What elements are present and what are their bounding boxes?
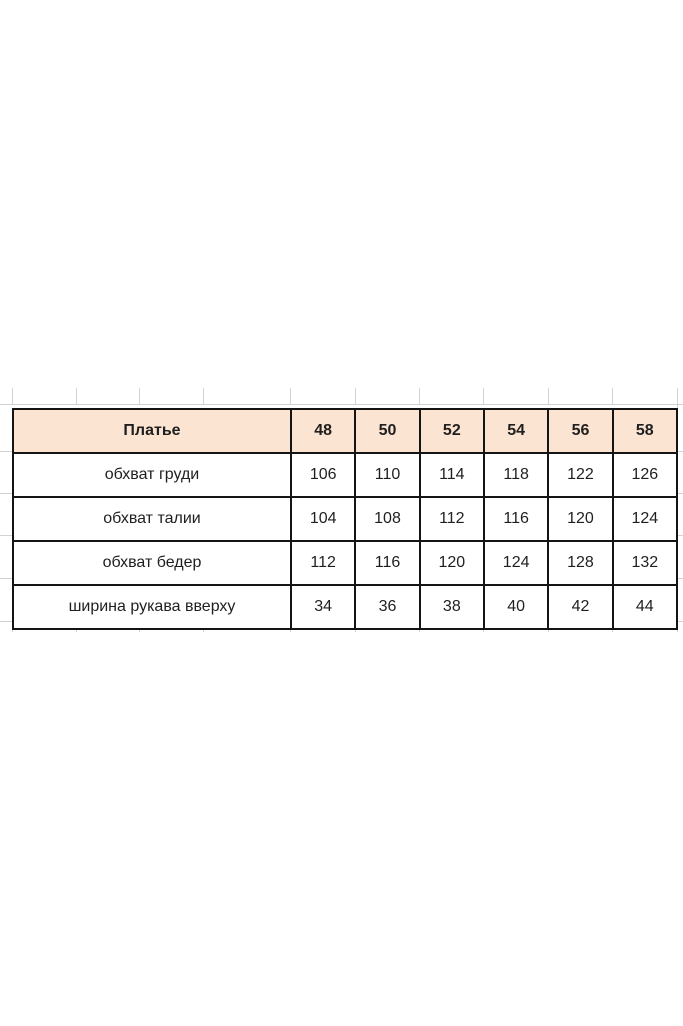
table-row [13, 585, 677, 629]
header-size-cell: 54 [484, 409, 548, 453]
header-size-cell: 48 [291, 409, 355, 453]
value-cell: 44 [613, 585, 677, 629]
table-row [13, 453, 677, 497]
value-cell: 42 [548, 585, 612, 629]
value-cell: 40 [484, 585, 548, 629]
gridline-column-stub [290, 388, 291, 404]
value-cell: 126 [613, 453, 677, 497]
value-cell: 128 [548, 541, 612, 585]
header-size-cell: 58 [613, 409, 677, 453]
value-cell: 120 [548, 497, 612, 541]
table-row [13, 541, 677, 585]
value-cell: 108 [355, 497, 419, 541]
header-size-cell: 56 [548, 409, 612, 453]
gridline-column-stub [12, 388, 13, 404]
value-cell: 116 [484, 497, 548, 541]
gridline-row-top [0, 404, 683, 405]
value-cell: 34 [291, 585, 355, 629]
value-cell: 124 [613, 497, 677, 541]
header-product-cell: Платье [13, 409, 291, 453]
value-cell: 122 [548, 453, 612, 497]
value-cell: 114 [420, 453, 484, 497]
table-row [13, 497, 677, 541]
value-cell: 116 [355, 541, 419, 585]
row-label-cell: обхват бедер [13, 541, 291, 585]
gridline-column-stub [548, 388, 549, 404]
value-cell: 112 [420, 497, 484, 541]
gridline-column-stub [76, 388, 77, 404]
gridline-column-stub [483, 388, 484, 404]
header-size-cell: 52 [420, 409, 484, 453]
size-chart [12, 408, 678, 630]
header-row [13, 409, 677, 453]
gridline-column-stub [203, 388, 204, 404]
row-label-cell: обхват груди [13, 453, 291, 497]
value-cell: 110 [355, 453, 419, 497]
gridline-row-stub [0, 451, 12, 452]
value-cell: 112 [291, 541, 355, 585]
gridline-column-stub [355, 388, 356, 404]
value-cell: 132 [613, 541, 677, 585]
gridline-column-stub [612, 388, 613, 404]
value-cell: 104 [291, 497, 355, 541]
header-size-cell: 50 [355, 409, 419, 453]
value-cell: 106 [291, 453, 355, 497]
gridline-column-stub [139, 388, 140, 404]
value-cell: 124 [484, 541, 548, 585]
row-label-cell: обхват талии [13, 497, 291, 541]
row-label-cell: ширина рукава вверху [13, 585, 291, 629]
gridline-row-stub [0, 493, 12, 494]
value-cell: 120 [420, 541, 484, 585]
gridline-column-stub [419, 388, 420, 404]
gridline-row-stub [0, 578, 12, 579]
value-cell: 38 [420, 585, 484, 629]
value-cell: 36 [355, 585, 419, 629]
size-chart-table [12, 408, 678, 630]
value-cell: 118 [484, 453, 548, 497]
gridline-row-stub [0, 535, 12, 536]
